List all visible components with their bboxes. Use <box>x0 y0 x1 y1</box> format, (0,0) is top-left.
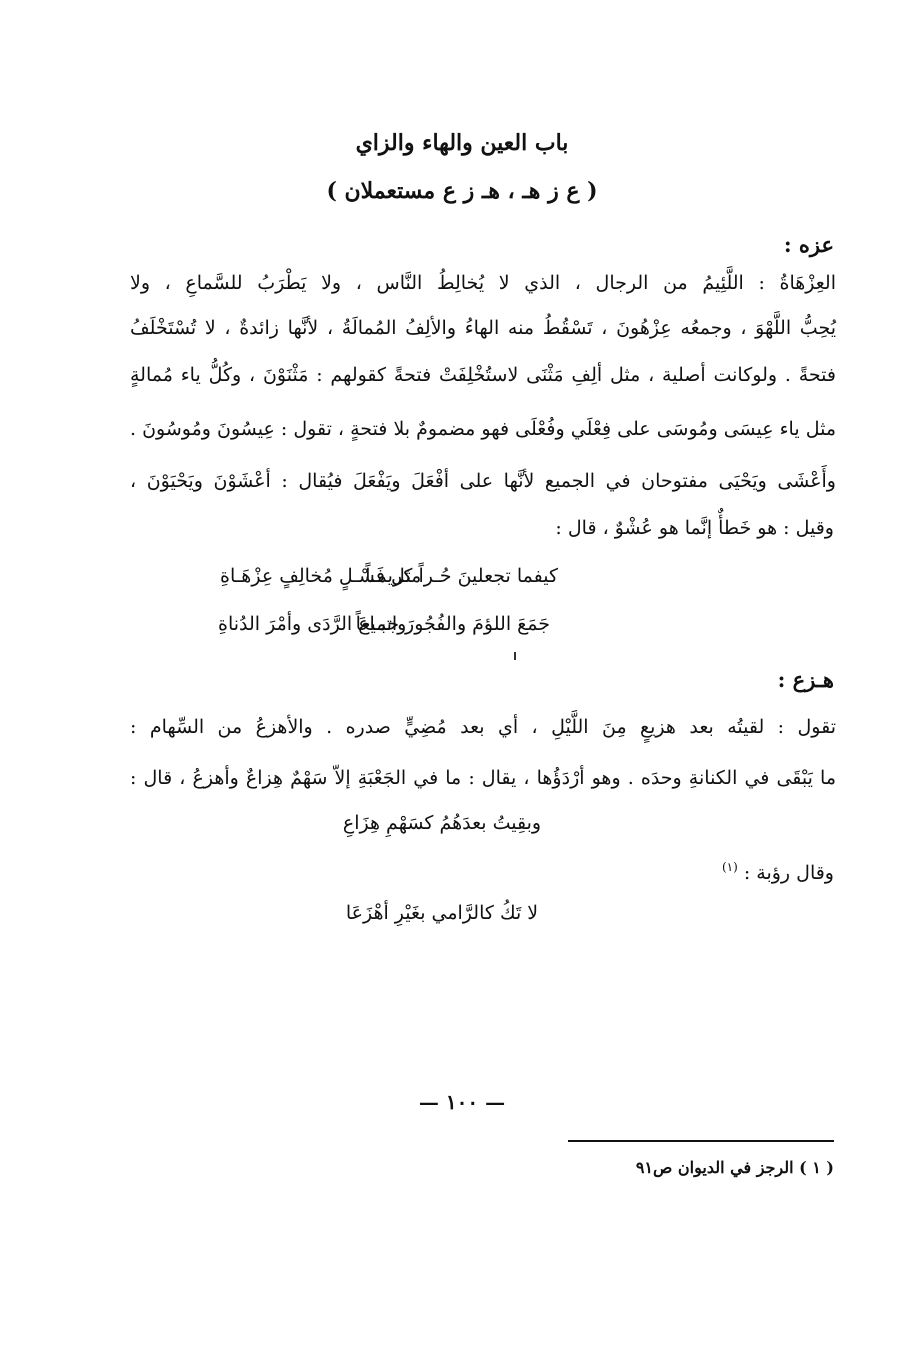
body-line: العِزْهَاةُ : اللَّئِيمُ من الرجال ، الذي لا يُخالِطُ النَّاس ، ولا يَطْرَبُ للسَّماعِ ، ولا <box>130 272 836 294</box>
verse-single: وبقِيتُ بعدَهُمُ كسَهْمِ هِزَاعِ <box>342 812 542 834</box>
entry-head-hz: هـزع : <box>777 667 834 692</box>
body-line: تقول : لقيتُه بعد هزيعٍ مِنَ اللَّيْلِ ، أي بعد مُضِيٍّ صدره . والأهزعُ من السِّهام : <box>130 716 836 738</box>
print-mark <box>514 652 516 660</box>
body-line: فتحةً . ولوكانت أصلية ، مثل ألِفِ مَثْنَى لاستُخْلِفَتْ فتحةً كقولهم : مَثْنَوْنَ ، وكُلُّ ياء مُمالةٍ <box>130 364 836 386</box>
page-number: — ١٠٠ — <box>418 1090 506 1114</box>
ruba-intro-text: وقال رؤبة : <box>743 862 834 884</box>
footnote-divider <box>568 1140 834 1142</box>
ruba-intro <box>722 862 834 884</box>
body-line: ما يَبْقَى في الكنانةِ وحدَه . وهو أرْدَؤُها ، يقال : ما في الجَعْبَةِ إلاّ سَهْمٌ هِزاعٌ وأهزعُ ، قال : <box>130 767 837 789</box>
footnote-ref: (١) <box>721 860 738 874</box>
body-line: مثل ياء عِيسَى ومُوسَى على فِعْلَي وفُعْلَى فهو مضمومٌ بلا فتحةٍ ، تقول : عِيسُونَ ومُوسُونَ . <box>130 418 836 440</box>
verse-second-hemistich: مثل فَسْـلٍ مُخالِفٍ عِزْهَـاةِ <box>220 565 422 587</box>
ruba-verse: لا تَكُ كالرَّامي بغَيْرِ أهْزَعَا <box>345 902 539 924</box>
verse-second-hemistich: واتبـاعَ الرَّدَى وأمْرَ الدُناةِ <box>218 613 407 635</box>
chapter-subtitle: ( ع ز هـ ، هـ ز ع مستعملان ) <box>326 178 598 204</box>
verse-first-hemistich: جَمَعَ اللؤمَ والفُجُورَ جميعاً <box>355 613 550 635</box>
entry-head-azh: عزه : <box>783 232 834 257</box>
body-line: وقيل : هو خَطأٌ إنَّما هو عُشْوٌ ، قال : <box>555 517 834 539</box>
body-line: يُحِبُّ اللَّهْوَ ، وجمعُه عِزْهُونَ ، تَسْقُطُ منه الهاءُ والألِفُ المُمالَةُ ، لأنَّها زائدةٌ ، لا تُسْتَخْلَفُ <box>130 317 836 339</box>
chapter-title: باب العين والهاء والزاي <box>355 130 569 156</box>
body-line: وأَعْشَى ويَحْيَى مفتوحان في الجميع لأنَّها على أفْعَلَ ويَفْعَلَ فيُقال : أعْشَوْنَ ويَحْيَوْنَ ، <box>130 470 836 492</box>
footnote: ( ١ ) الرجز في الديوان ص٩١ <box>635 1158 834 1177</box>
verse-first-hemistich: كيفما تجعلينَ حُـراً كريمـاً <box>365 565 558 587</box>
